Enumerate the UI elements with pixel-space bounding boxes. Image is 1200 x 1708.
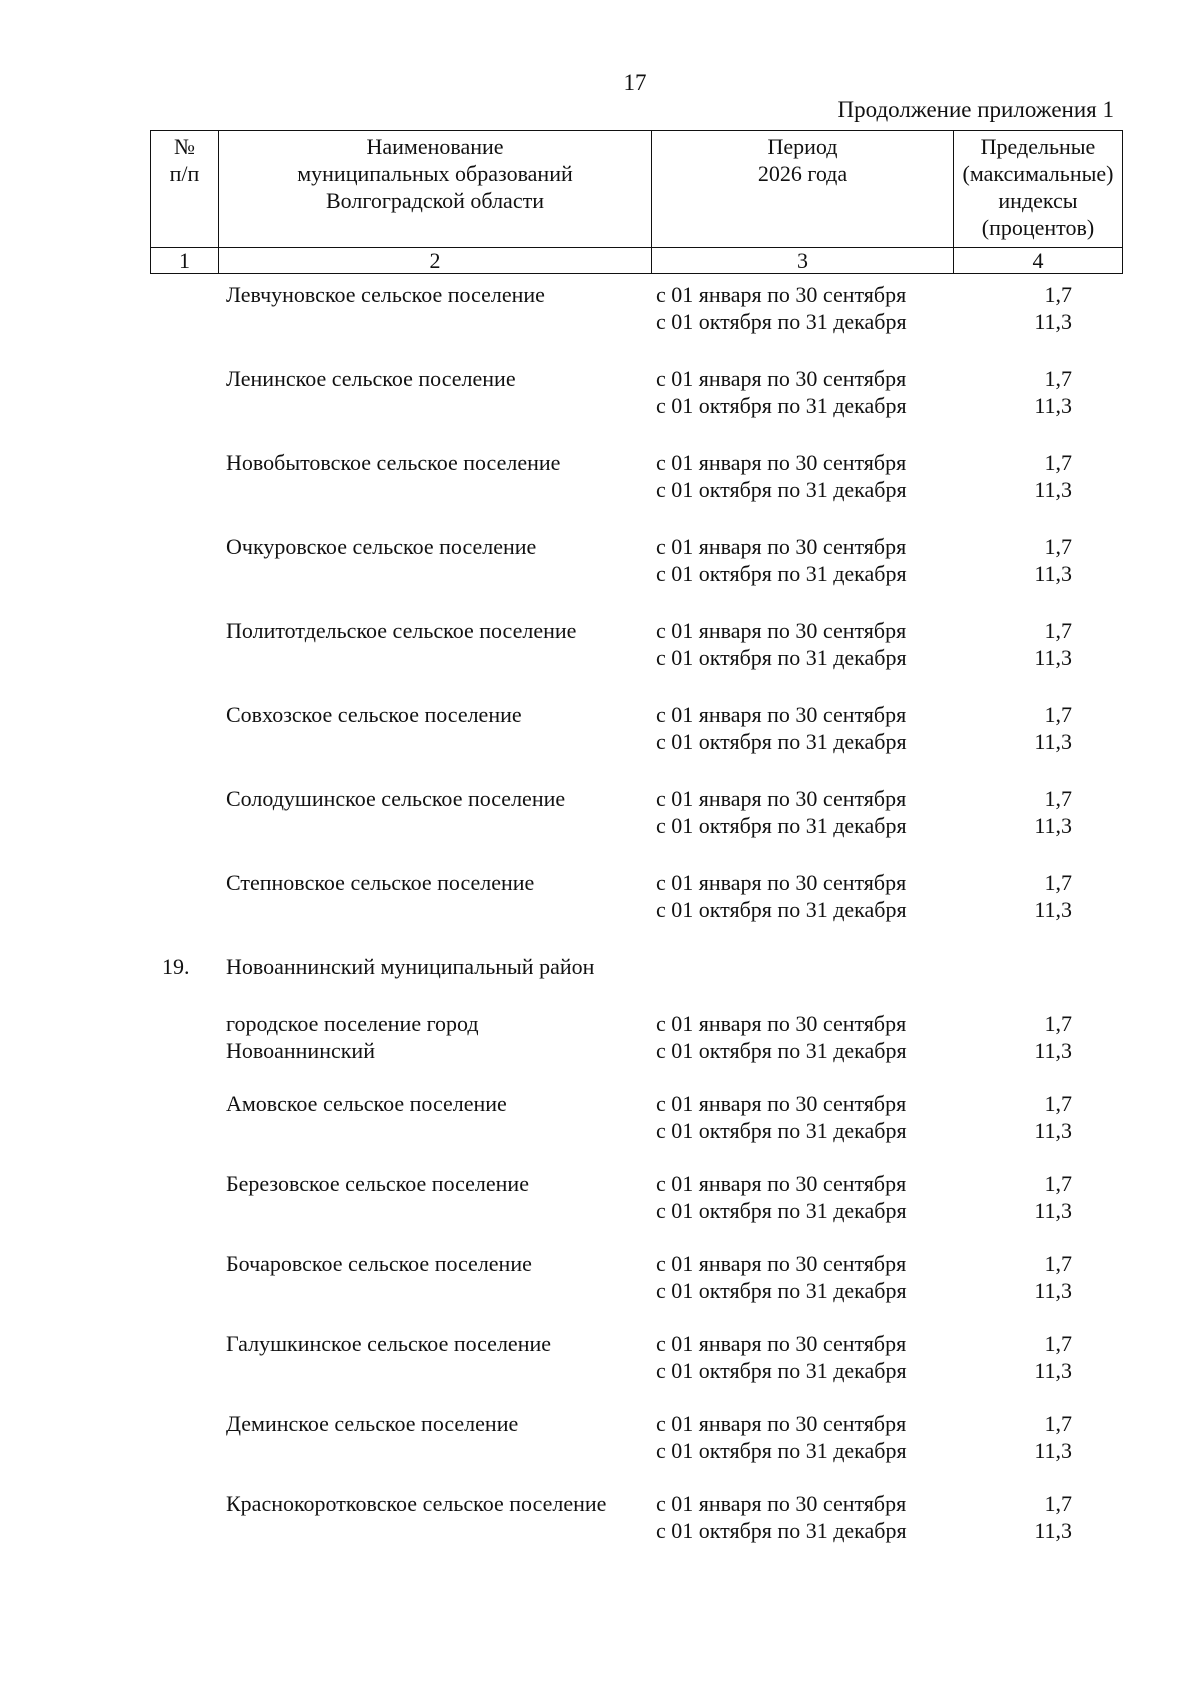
municipality-name-line: Левчуновское сельское поселение (226, 282, 545, 307)
municipality-name-line: Новоаннинский (226, 1038, 375, 1063)
index-value-first: 1,7 (1044, 618, 1072, 643)
period-cell (656, 449, 956, 503)
municipality-name (226, 365, 646, 392)
table-row (0, 1490, 1200, 1570)
table-row (0, 701, 1200, 785)
index-value-first: 1,7 (1044, 1091, 1072, 1116)
period-second: с 01 октября по 31 декабря (656, 1118, 907, 1143)
period-first: с 01 января по 30 сентября (656, 870, 907, 895)
index-value-first: 1,7 (1044, 282, 1072, 307)
period-cell (656, 701, 956, 755)
index-value-first: 1,7 (1044, 702, 1072, 727)
municipality-name (226, 869, 646, 896)
municipality-name-line: Бочаровское сельское поселение (226, 1251, 532, 1276)
header-name-column (219, 131, 652, 248)
period-first: с 01 января по 30 сентября (656, 1251, 907, 1276)
index-value-second: 11,3 (1034, 309, 1072, 334)
municipality-name-line: Березовское сельское поселение (226, 1171, 529, 1196)
municipality-name-line: Новоаннинский муниципальный район (226, 954, 595, 979)
period-first: с 01 января по 30 сентября (656, 786, 907, 811)
row-number: 19. (162, 954, 190, 979)
municipality-name (226, 1490, 646, 1517)
municipality-name (226, 785, 646, 812)
column-number-3: 3 (652, 248, 954, 274)
header-text: Наименование (366, 134, 504, 159)
period-second: с 01 октября по 31 декабря (656, 1438, 907, 1463)
index-value-second: 11,3 (1034, 477, 1072, 502)
period-second: с 01 октября по 31 декабря (656, 645, 907, 670)
header-number-column (151, 131, 219, 248)
index-cell (990, 1250, 1072, 1304)
table-row (0, 365, 1200, 449)
index-value-first: 1,7 (1044, 1171, 1072, 1196)
index-value-first: 1,7 (1044, 366, 1072, 391)
period-second: с 01 октября по 31 декабря (656, 477, 907, 502)
period-first: с 01 января по 30 сентября (656, 534, 907, 559)
index-value-second: 11,3 (1034, 1278, 1072, 1303)
index-value-second: 11,3 (1034, 1518, 1072, 1543)
municipality-name (226, 701, 646, 728)
municipality-name-line: Солодушинское сельское поселение (226, 786, 566, 811)
table-row (0, 617, 1200, 701)
index-cell (990, 1490, 1072, 1544)
period-second: с 01 октября по 31 декабря (656, 1198, 907, 1223)
period-cell (656, 1170, 956, 1224)
header-text: Период (767, 134, 838, 159)
period-cell (656, 281, 956, 335)
municipality-name-line: Новобытовское сельское поселение (226, 450, 561, 475)
table-row (0, 869, 1200, 953)
index-value-second: 11,3 (1034, 729, 1072, 754)
period-second: с 01 октября по 31 декабря (656, 897, 907, 922)
period-cell (656, 1010, 956, 1064)
municipality-name (226, 449, 646, 476)
period-second: с 01 октября по 31 декабря (656, 1358, 907, 1383)
index-value-first: 1,7 (1044, 1251, 1072, 1276)
municipality-name (226, 533, 646, 560)
period-second: с 01 октября по 31 декабря (656, 729, 907, 754)
period-cell (656, 1250, 956, 1304)
table-row (0, 1250, 1200, 1330)
index-value-first: 1,7 (1044, 1331, 1072, 1356)
header-text: (процентов) (981, 215, 1095, 240)
period-cell (656, 617, 956, 671)
municipality-name (226, 281, 646, 308)
municipality-name-line: Степновское сельское поселение (226, 870, 535, 895)
period-cell (656, 1410, 956, 1464)
table-row (0, 785, 1200, 869)
period-first: с 01 января по 30 сентября (656, 1091, 907, 1116)
table-row (0, 1410, 1200, 1490)
index-value-first: 1,7 (1044, 1411, 1072, 1436)
table-body (0, 281, 1200, 1570)
index-cell (990, 1170, 1072, 1224)
index-value-second: 11,3 (1034, 813, 1072, 838)
municipality-name (226, 1090, 646, 1117)
municipality-name-line: Галушкинское сельское поселение (226, 1331, 552, 1356)
municipality-name (226, 953, 646, 980)
municipality-name-line: Краснокоротковское сельское поселение (226, 1491, 607, 1516)
period-cell (656, 785, 956, 839)
index-value-first: 1,7 (1044, 870, 1072, 895)
column-number-4: 4 (954, 248, 1123, 274)
index-cell (990, 1410, 1072, 1464)
column-number-2: 2 (219, 248, 652, 274)
header-index-column (954, 131, 1123, 248)
index-value-second: 11,3 (1034, 1038, 1072, 1063)
municipality-name (226, 617, 646, 644)
header-text: п/п (169, 161, 200, 186)
table-row (0, 281, 1200, 365)
index-cell (990, 281, 1072, 335)
municipality-name-line: городское поселение город (226, 1011, 479, 1036)
index-cell (990, 365, 1072, 419)
column-number-1: 1 (151, 248, 219, 274)
municipality-name (226, 1250, 646, 1277)
header-text: (максимальные) (962, 161, 1114, 186)
header-period-column (652, 131, 954, 248)
index-cell (990, 533, 1072, 587)
continuation-label: Продолжение приложения 1 (837, 97, 1114, 122)
municipality-name-line: Ленинское сельское поселение (226, 366, 516, 391)
municipality-name-line: Амовское сельское поселение (226, 1091, 507, 1116)
period-first: с 01 января по 30 сентября (656, 450, 907, 475)
period-first: с 01 января по 30 сентября (656, 1011, 907, 1036)
district-row (0, 953, 1200, 1010)
header-text: Волгоградской области (326, 188, 544, 213)
period-second: с 01 октября по 31 декабря (656, 561, 907, 586)
index-value-second: 11,3 (1034, 1438, 1072, 1463)
municipality-name (226, 1330, 646, 1357)
municipality-name (226, 1410, 646, 1437)
index-value-first: 1,7 (1044, 450, 1072, 475)
index-cell (990, 785, 1072, 839)
period-second: с 01 октября по 31 декабря (656, 1278, 907, 1303)
period-first: с 01 января по 30 сентября (656, 366, 907, 391)
index-value-first: 1,7 (1044, 534, 1072, 559)
municipality-name-line: Политотдельское сельское поселение (226, 618, 577, 643)
municipality-name (226, 1010, 646, 1064)
period-cell (656, 1090, 956, 1144)
index-cell (990, 1330, 1072, 1384)
table-row (0, 533, 1200, 617)
period-second: с 01 октября по 31 декабря (656, 1038, 907, 1063)
period-first: с 01 января по 30 сентября (656, 1331, 907, 1356)
index-cell (990, 1090, 1072, 1144)
index-value-second: 11,3 (1034, 897, 1072, 922)
index-value-second: 11,3 (1034, 561, 1072, 586)
period-cell (656, 1490, 956, 1544)
table-row (0, 449, 1200, 533)
period-second: с 01 октября по 31 декабря (656, 393, 907, 418)
index-value-first: 1,7 (1044, 1011, 1072, 1036)
index-cell (990, 701, 1072, 755)
period-first: с 01 января по 30 сентября (656, 282, 907, 307)
period-cell (656, 1330, 956, 1384)
municipality-name-line: Очкуровское сельское поселение (226, 534, 537, 559)
index-cell (990, 449, 1072, 503)
index-value-first: 1,7 (1044, 786, 1072, 811)
header-text: муниципальных образований (297, 161, 573, 186)
index-value-first: 1,7 (1044, 1491, 1072, 1516)
index-value-second: 11,3 (1034, 1118, 1072, 1143)
period-cell (656, 869, 956, 923)
period-cell (656, 533, 956, 587)
index-cell (990, 869, 1072, 923)
period-second: с 01 октября по 31 декабря (656, 309, 907, 334)
period-first: с 01 января по 30 сентября (656, 1411, 907, 1436)
table-header (150, 130, 1123, 274)
period-second: с 01 октября по 31 декабря (656, 1518, 907, 1543)
page-number: 17 (623, 70, 647, 95)
table-row (0, 1010, 1200, 1090)
municipality-name-line: Деминское сельское поселение (226, 1411, 519, 1436)
period-first: с 01 января по 30 сентября (656, 702, 907, 727)
table-row (0, 1330, 1200, 1410)
index-cell (990, 617, 1072, 671)
header-text: 2026 года (757, 161, 848, 186)
header-text: индексы (998, 188, 1078, 213)
index-cell (990, 1010, 1072, 1064)
period-first: с 01 января по 30 сентября (656, 618, 907, 643)
period-first: с 01 января по 30 сентября (656, 1171, 907, 1196)
period-cell (656, 365, 956, 419)
index-value-second: 11,3 (1034, 1198, 1072, 1223)
period-second: с 01 октября по 31 декабря (656, 813, 907, 838)
municipality-name (226, 1170, 646, 1197)
index-value-second: 11,3 (1034, 1358, 1072, 1383)
header-text: Предельные (980, 134, 1096, 159)
index-value-second: 11,3 (1034, 393, 1072, 418)
header-text: № (174, 134, 195, 159)
table-row (0, 1090, 1200, 1170)
period-first: с 01 января по 30 сентября (656, 1491, 907, 1516)
table-row (0, 1170, 1200, 1250)
index-value-second: 11,3 (1034, 645, 1072, 670)
municipality-name-line: Совхозское сельское поселение (226, 702, 522, 727)
